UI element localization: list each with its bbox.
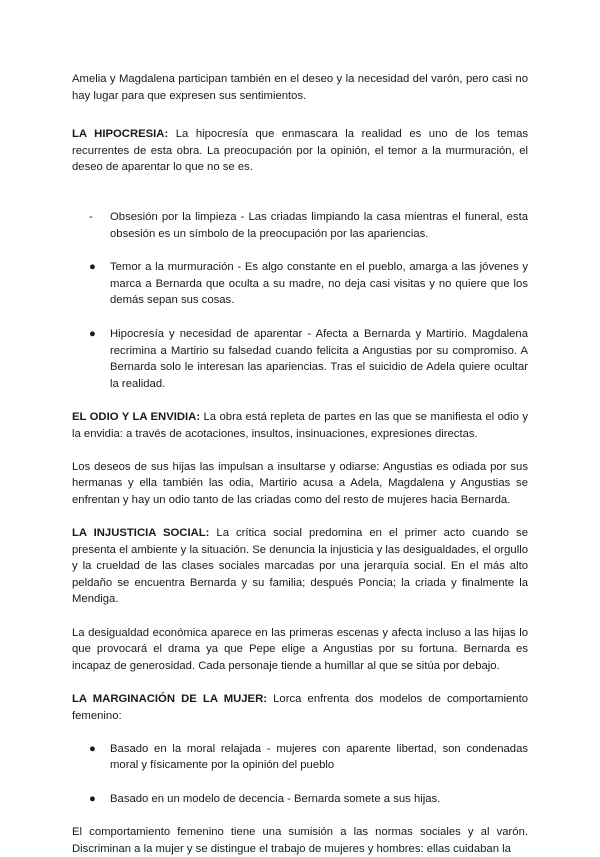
injusticia-paragraph: [72, 525, 528, 608]
list-item-text: Obsesión por la limpieza - Las criadas limpiando la casa mientras el funeral, esta obsesión es un símbolo de la preocupación por las apariencias.: [110, 210, 528, 240]
list-item: [72, 259, 528, 309]
hipocresia-paragraph: [72, 126, 528, 176]
list-item-text: Temor a la murmuración - Es algo constante en el pueblo, amarga a las jóvenes y marca a Bernarda que oculta a su madre, no deja casi visitas y no quiere que los demás sepan sus cosas.: [110, 261, 528, 307]
dash-marker: -: [89, 210, 93, 223]
list-item: [72, 791, 528, 808]
marginacion-text: Lorca enfrenta dos modelos de comportamiento femenino:: [72, 693, 528, 722]
marginacion-heading: LA MARGINACIÓN DE LA MUJER:: [72, 693, 268, 705]
closing-paragraph: El comportamiento femenino tiene una sumisión a las normas sociales y al varón. Discriminan a la mujer y se distingue el trabajo de mujeres y hombres: ellas cuidaban la: [72, 826, 528, 855]
hipocresia-heading: LA HIPOCRESIA:: [72, 128, 169, 141]
marginacion-list: [72, 741, 528, 808]
bullet-icon: ●: [89, 327, 96, 340]
odio-heading: EL ODIO Y LA ENVIDIA:: [72, 410, 201, 423]
list-item: [72, 326, 528, 392]
list-item-text: Basado en la moral relajada - mujeres con aparente libertad, son condenadas moral y físicamente por la opinión del pueblo: [110, 742, 528, 772]
odio-paragraph-2: Los deseos de sus hijas las impulsan a insultarse y odiarse: Angustias es odiada por sus hermanas y ella también las odia, Martirio acusa a Adela, Magdalena y Angustias se enfrentan y hay un odio tanto de las criadas como del resto de mujeres hacia Bernarda.: [72, 460, 528, 506]
marginacion-paragraph: [72, 691, 528, 724]
injusticia-text: La crítica social predomina en el primer acto cuando se presenta el ambiente y la situación. Se denuncia la injusticia y las desigualdades, el orgullo y la crueldad de las clases sociales marcadas por una jerarquía social. En el más alto peldaño se encuentra Bernarda y su familia; después Poncia; la criada y finalmente la Mendiga.: [72, 527, 528, 606]
intro-paragraph: Amelia y Magdalena participan también en el deseo y la necesidad del varón, pero casi no hay lugar para que expresen sus sentimientos.: [72, 73, 528, 102]
list-item-text: Hipocresía y necesidad de aparentar - Afecta a Bernarda y Martirio. Magdalena recrimina a Martirio su falsedad cuando felicita a Angustias por su compromiso. A Bernarda solo le interesan las apariencias. Tras el suicidio de Adela quiere ocultar la realidad.: [110, 327, 528, 390]
bullet-icon: ●: [89, 742, 96, 755]
hipocresia-text: La hipocresía que enmascara la realidad es uno de los temas recurrentes de esta obra. La preocupación por la opinión, el temor a la murmuración, el deseo de aparentar lo que no se es.: [72, 128, 528, 174]
hipocresia-list: [72, 209, 528, 392]
list-item-text: Basado en un modelo de decencia - Bernarda somete a sus hijas.: [110, 792, 441, 805]
bullet-icon: ●: [89, 261, 96, 274]
odio-text: La obra está repleta de partes en las que se manifiesta el odio y la envidia: a través de acotaciones, insultos, insinuaciones, expresiones directas.: [72, 410, 528, 440]
list-item: [72, 741, 528, 774]
injusticia-paragraph-2: La desigualdad económica aparece en las primeras escenas y afecta incluso a las hijas lo que provocará el drama ya que Pepe elige a Angustias por su fortuna. Bernarda es incapaz de generosidad. Cada personaje tiende a humillar al que se sitúa por debajo.: [72, 626, 528, 672]
list-item: [72, 209, 528, 242]
bullet-icon: ●: [89, 792, 96, 805]
injusticia-heading: LA INJUSTICIA SOCIAL:: [72, 527, 210, 540]
odio-paragraph: [72, 409, 528, 442]
